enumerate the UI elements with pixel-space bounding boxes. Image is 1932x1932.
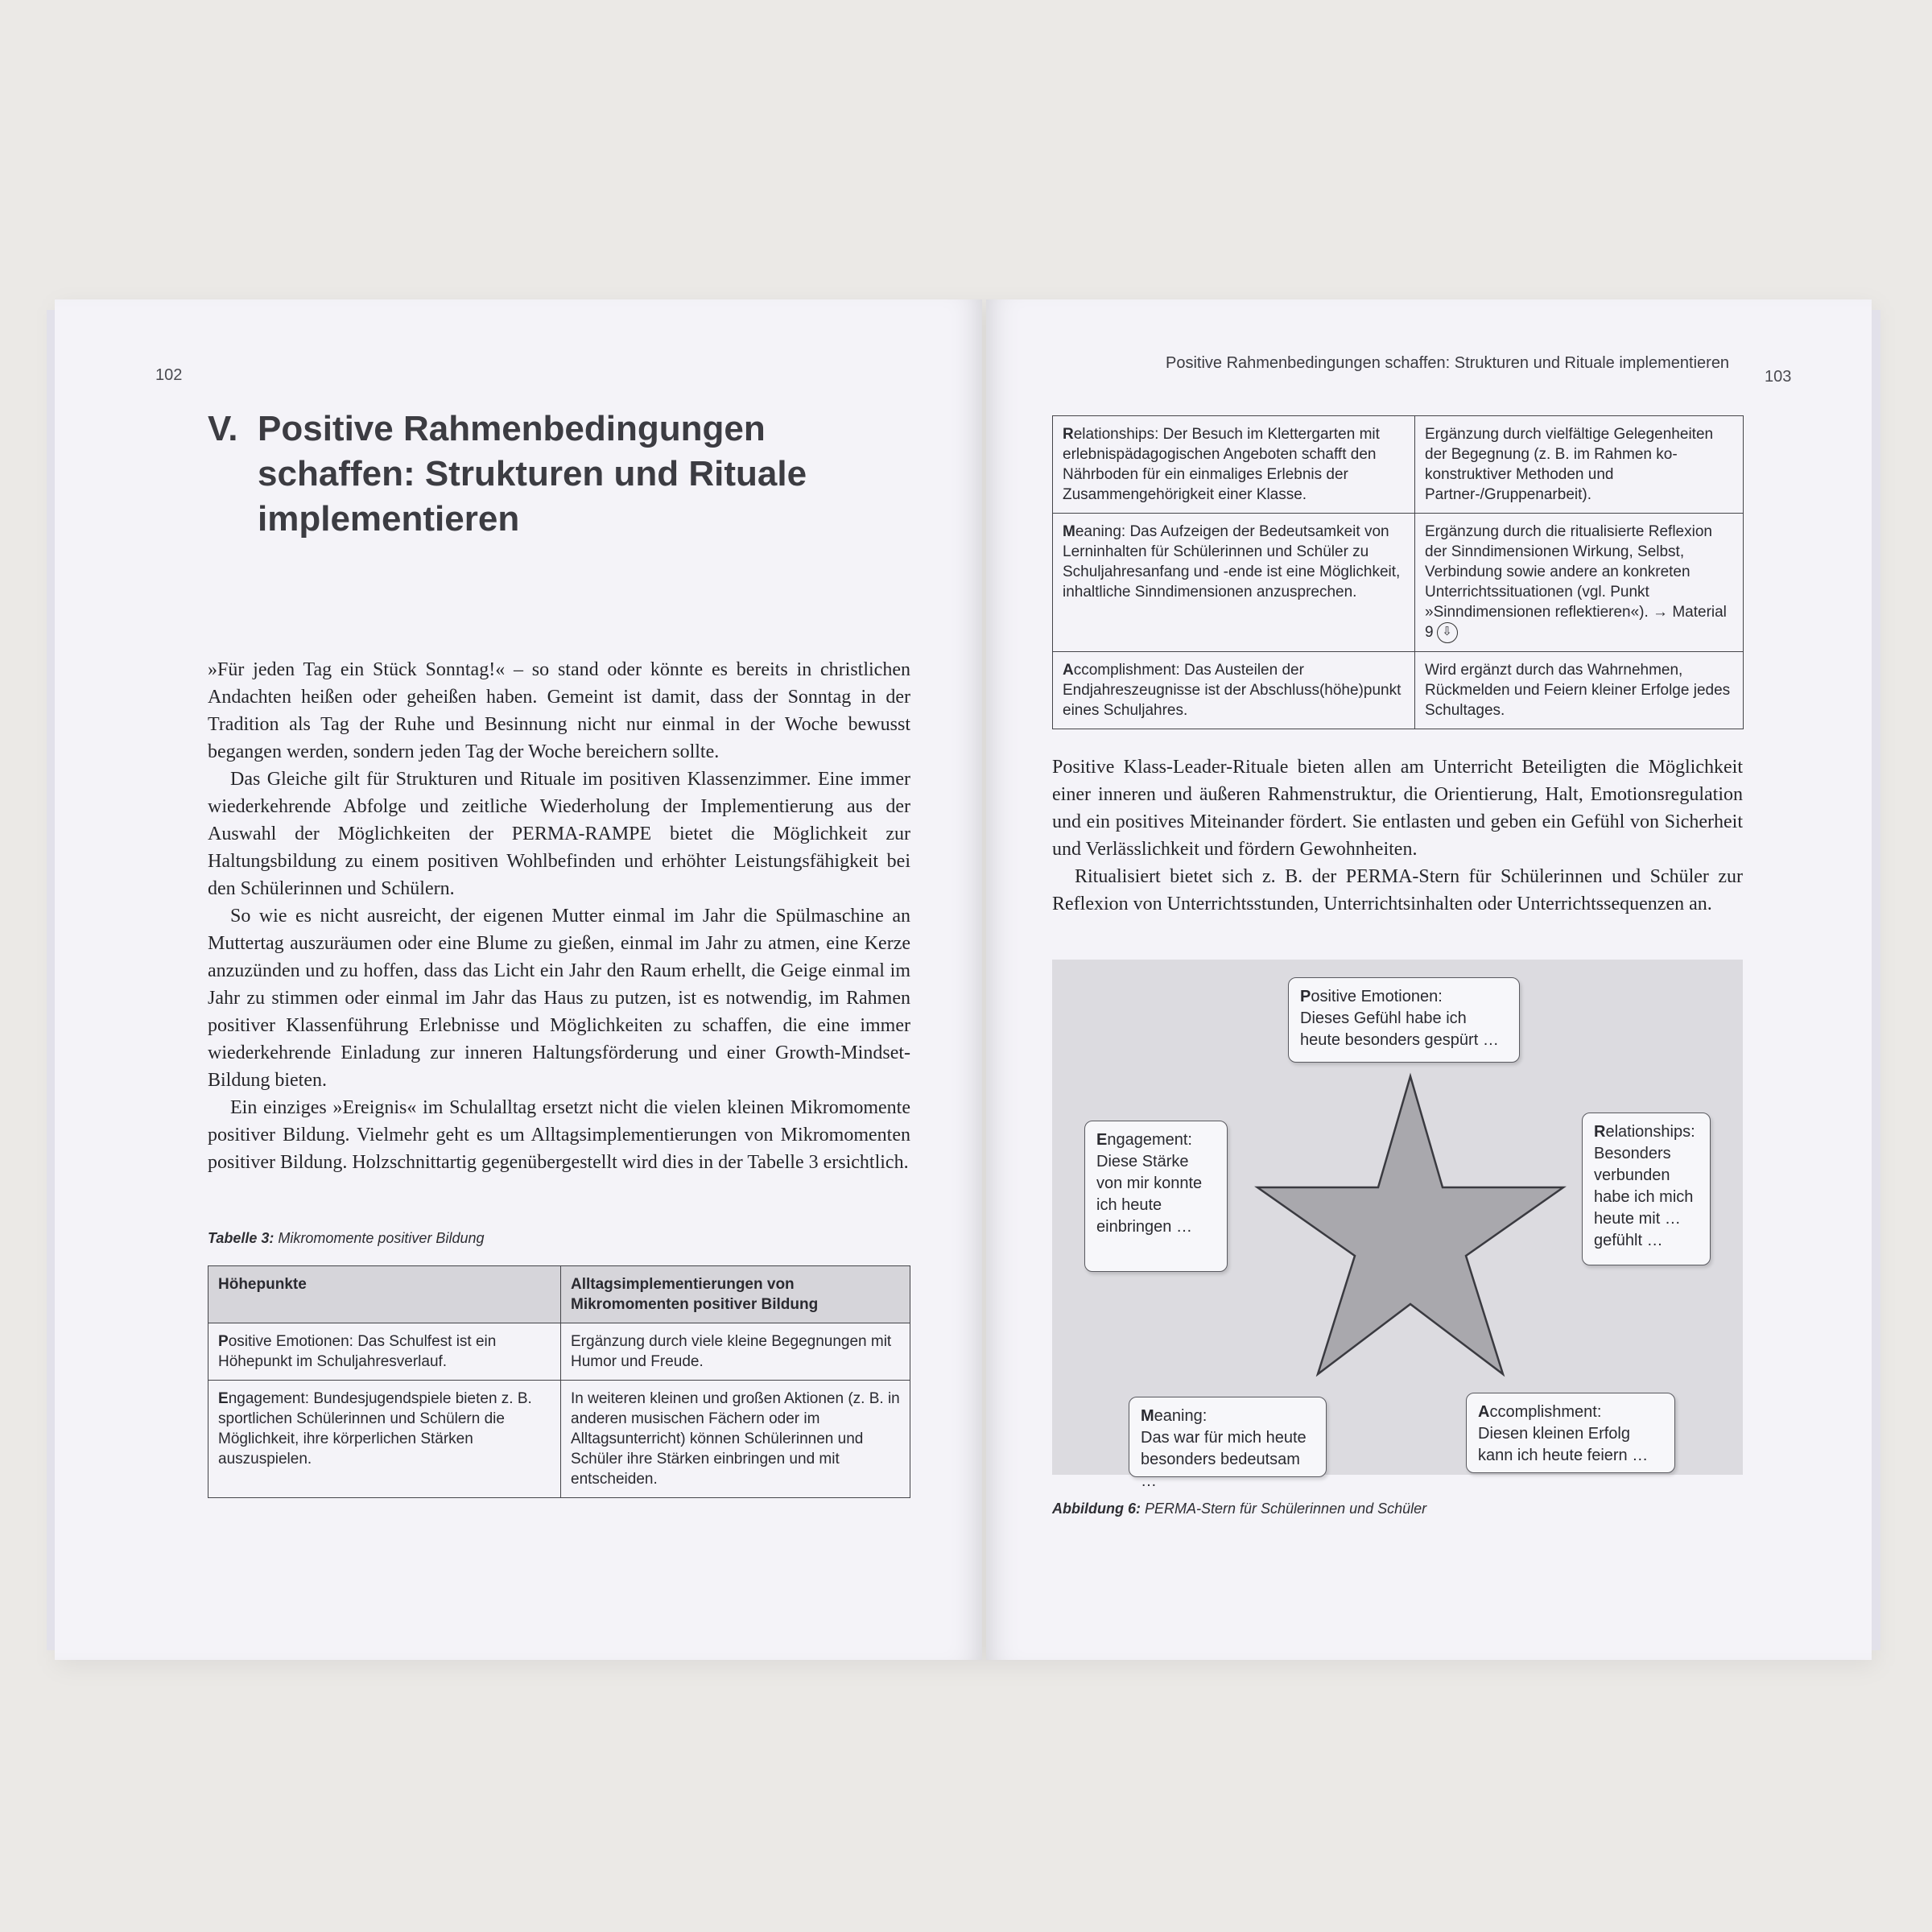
table-cell: Ergänzung durch vielfältige Gelegenheiten der Begegnung (z. B. im Rahmen ko-konstruktiver Methoden und Partner-/Gruppenarbeit). (1415, 416, 1744, 514)
table-row (208, 1381, 910, 1498)
box-heading: elationships: (1605, 1123, 1695, 1141)
paragraph: So wie es nicht ausreicht, der eigenen Mutter einmal im Jahr die Spülmaschine an Muttertag auszuräumen oder eine Blume zu gießen, einmal im Jahr zu atmen, eine Kerze anzuzünden und zu hoffen, dass das Licht ein Jahr den Raum erhellt, die Geige einmal im Jahr zu stimmen oder einmal im Jahr das Haus zu putzen, ist es notwendig, im Rahmen positiver Klassenführung Erlebnisse und Möglichkeiten zu schaffen, die eine immer wiederkehrende Einladung zur inneren Haltungsförderung und einer Growth-Mindset-Bildung bieten. (208, 906, 910, 1091)
figure-caption (1052, 1501, 1426, 1517)
perma-initial: M (1141, 1407, 1154, 1425)
table-cell (1053, 514, 1415, 652)
chapter-number: V. (208, 409, 238, 448)
paragraph: Ein einziges »Ereignis« im Schulalltag ersetzt nicht die vielen kleinen Mikromomente positiver Bildung. Vielmehr geht es um Alltagsimplementierungen von Mikromomenten positiver Bildung. Holzschnittartig gegenübergestellt wird dies in der Tabelle 3 ersichtlich. (208, 1097, 910, 1173)
table-header-row (208, 1266, 910, 1323)
perma-initial: P (1300, 988, 1311, 1005)
box-relationships (1582, 1113, 1711, 1265)
table-caption-text: Mikromomente positiver Bildung (274, 1230, 485, 1246)
right-body-text (1052, 753, 1743, 918)
perma-initial: A (1063, 662, 1074, 679)
perma-initial: E (218, 1390, 229, 1407)
cell-text: ositive Emotionen: Das Schulfest ist ein Höhepunkt im Schuljahresverlauf. (218, 1333, 497, 1370)
table-row (1053, 514, 1744, 652)
box-heading: ccomplishment: (1489, 1403, 1602, 1421)
table-header: Höhepunkte (208, 1266, 561, 1323)
table-caption (208, 1230, 484, 1247)
table-3-part-1 (208, 1265, 910, 1498)
table-row (1053, 416, 1744, 514)
figure-caption-text: PERMA-Stern für Schülerinnen und Schüler (1140, 1501, 1427, 1517)
table-row (1053, 652, 1744, 729)
perma-initial: M (1063, 523, 1075, 540)
figure-caption-label: Abbildung 6: (1052, 1501, 1141, 1517)
perma-initial: E (1096, 1131, 1108, 1149)
box-text: Diesen kleinen Erfolg kann ich heute feiern … (1478, 1425, 1649, 1464)
perma-star-figure (1052, 960, 1743, 1490)
box-heading: eaning: (1154, 1407, 1208, 1425)
table-header: Alltagsimplementierungen von Mikromomenten positiver Bildung (561, 1266, 910, 1323)
perma-star-shape (1257, 1076, 1563, 1374)
cell-text: elationships: Der Besuch im Klettergarten mit erlebnispädagogischen Angeboten schafft den Nährboden für ein einmaliges Erlebnis der Zusammengehörigkeit einer Klasse. (1063, 426, 1380, 503)
table-3-part-2 (1052, 415, 1744, 729)
table-cell: Wird ergänzt durch das Wahrnehmen, Rückmelden und Feiern kleiner Erfolge jedes Schultages. (1415, 652, 1744, 729)
box-engagement (1084, 1121, 1228, 1272)
table-cell (1053, 416, 1415, 514)
right-page-number: 103 (1765, 368, 1792, 386)
paragraph: »Für jeden Tag ein Stück Sonntag!« – so stand oder könnte es bereits in christlichen Andachten heißen oder geheißen haben. Gemeint ist damit, dass der Sonntag in der Tradition als Tag der Ruhe und Besinnung nicht nur einmal in der Woche bewusst begangen werden, sondern jeden Tag der Woche bereichern sollte. (208, 659, 910, 762)
table-cell: Ergänzung durch viele kleine Begegnungen mit Humor und Freude. (561, 1323, 910, 1381)
paragraph: Ritualisiert bietet sich z. B. der PERMA-Stern für Schülerinnen und Schüler zur Reflexion von Unterrichtsstunden, Unterrichtsinhalten oder Unterrichtssequenzen an. (1052, 866, 1743, 914)
box-positive-emotions (1288, 977, 1520, 1063)
perma-initial: A (1478, 1403, 1490, 1421)
paragraph: Das Gleiche gilt für Strukturen und Rituale im positiven Klassenzimmer. Eine immer wiederkehrende Abfolge und zeitliche Wiederholung der Implementierung aus der Auswahl der Möglichkeiten der PERMA-RAMPE bietet die Möglichkeit zur Haltungsbildung zu einem positiven Wohlbefinden und erhöhter Leistungsfähigkeit bei den Schülerinnen und Schülern. (208, 769, 910, 899)
download-icon[interactable]: ⇩ (1437, 622, 1458, 643)
box-accomplishment (1466, 1393, 1675, 1473)
table-cell (208, 1381, 561, 1498)
perma-initial: R (1594, 1123, 1606, 1141)
box-text: Dieses Gefühl habe ich heute besonders gespürt … (1300, 1009, 1499, 1049)
left-page-number: 102 (155, 366, 183, 384)
perma-initial: R (1063, 426, 1074, 443)
box-text: Diese Stärke von mir konnte ich heute einbringen … (1096, 1153, 1203, 1236)
box-heading: ngagement: (1107, 1131, 1192, 1149)
box-text: Besonders verbunden habe ich mich heute mit … gefühlt … (1594, 1145, 1694, 1249)
chapter-title: Positive Rahmenbedingungen schaffen: Strukturen und Rituale implementieren (258, 409, 807, 539)
table-cell (208, 1323, 561, 1381)
cell-text: eaning: Das Aufzeigen der Bedeutsamkeit von Lerninhalten für Schülerinnen und Schüler zu Schuljahresanfang und -ende ist eine Möglichkeit, inhaltliche Sinndimensionen anzusprechen. (1063, 523, 1401, 601)
cell-text: ngagement: Bundesjugendspiele bieten z. B. sportlichen Schülerinnen und Schülern die Möglichkeit, ihre körperlichen Stärken auszuspielen. (218, 1390, 532, 1468)
left-body-text (208, 656, 910, 1176)
table-cell (1415, 514, 1744, 652)
cell-text: Ergänzung durch die ritualisierte Reflexion der Sinndimensionen Wirkung, Selbst, Verbindung sowie andere an konkreten Unterrichtssituationen (vgl. Punkt »Sinndimensionen reflektieren«). → Material 9 (1425, 523, 1727, 642)
table-row (208, 1323, 910, 1381)
table-caption-label: Tabelle 3: (208, 1230, 275, 1246)
perma-initial: P (218, 1333, 229, 1350)
box-text: Das war für mich heute besonders bedeutsam … (1141, 1429, 1307, 1490)
box-meaning (1129, 1397, 1327, 1490)
table-cell (1053, 652, 1415, 729)
paragraph: Positive Klass-Leader-Rituale bieten allen am Unterricht Beteiligten die Möglichkeit einer inneren und äußeren Rahmenstruktur, die Orientierung, Halt, Emotionsregulation und ein positives Miteinander fördert. Sie entlasten und geben ein Gefühl von Sicherheit und Verlässlichkeit und fördern Gewohnheiten. (1052, 757, 1743, 860)
table-cell: In weiteren kleinen und großen Aktionen (z. B. in anderen musischen Fächern oder im Alltagsunterricht) können Schülerinnen und Schüler ihre Stärken einbringen und mit entscheiden. (561, 1381, 910, 1498)
box-heading: ositive Emotionen: (1311, 988, 1443, 1005)
cell-text: ccomplishment: Das Austeilen der Endjahreszeugnisse ist der Abschluss(höhe)punkt eines Schuljahres. (1063, 662, 1402, 719)
running-head: Positive Rahmenbedingungen schaffen: Strukturen und Rituale implementieren (1166, 354, 1730, 372)
